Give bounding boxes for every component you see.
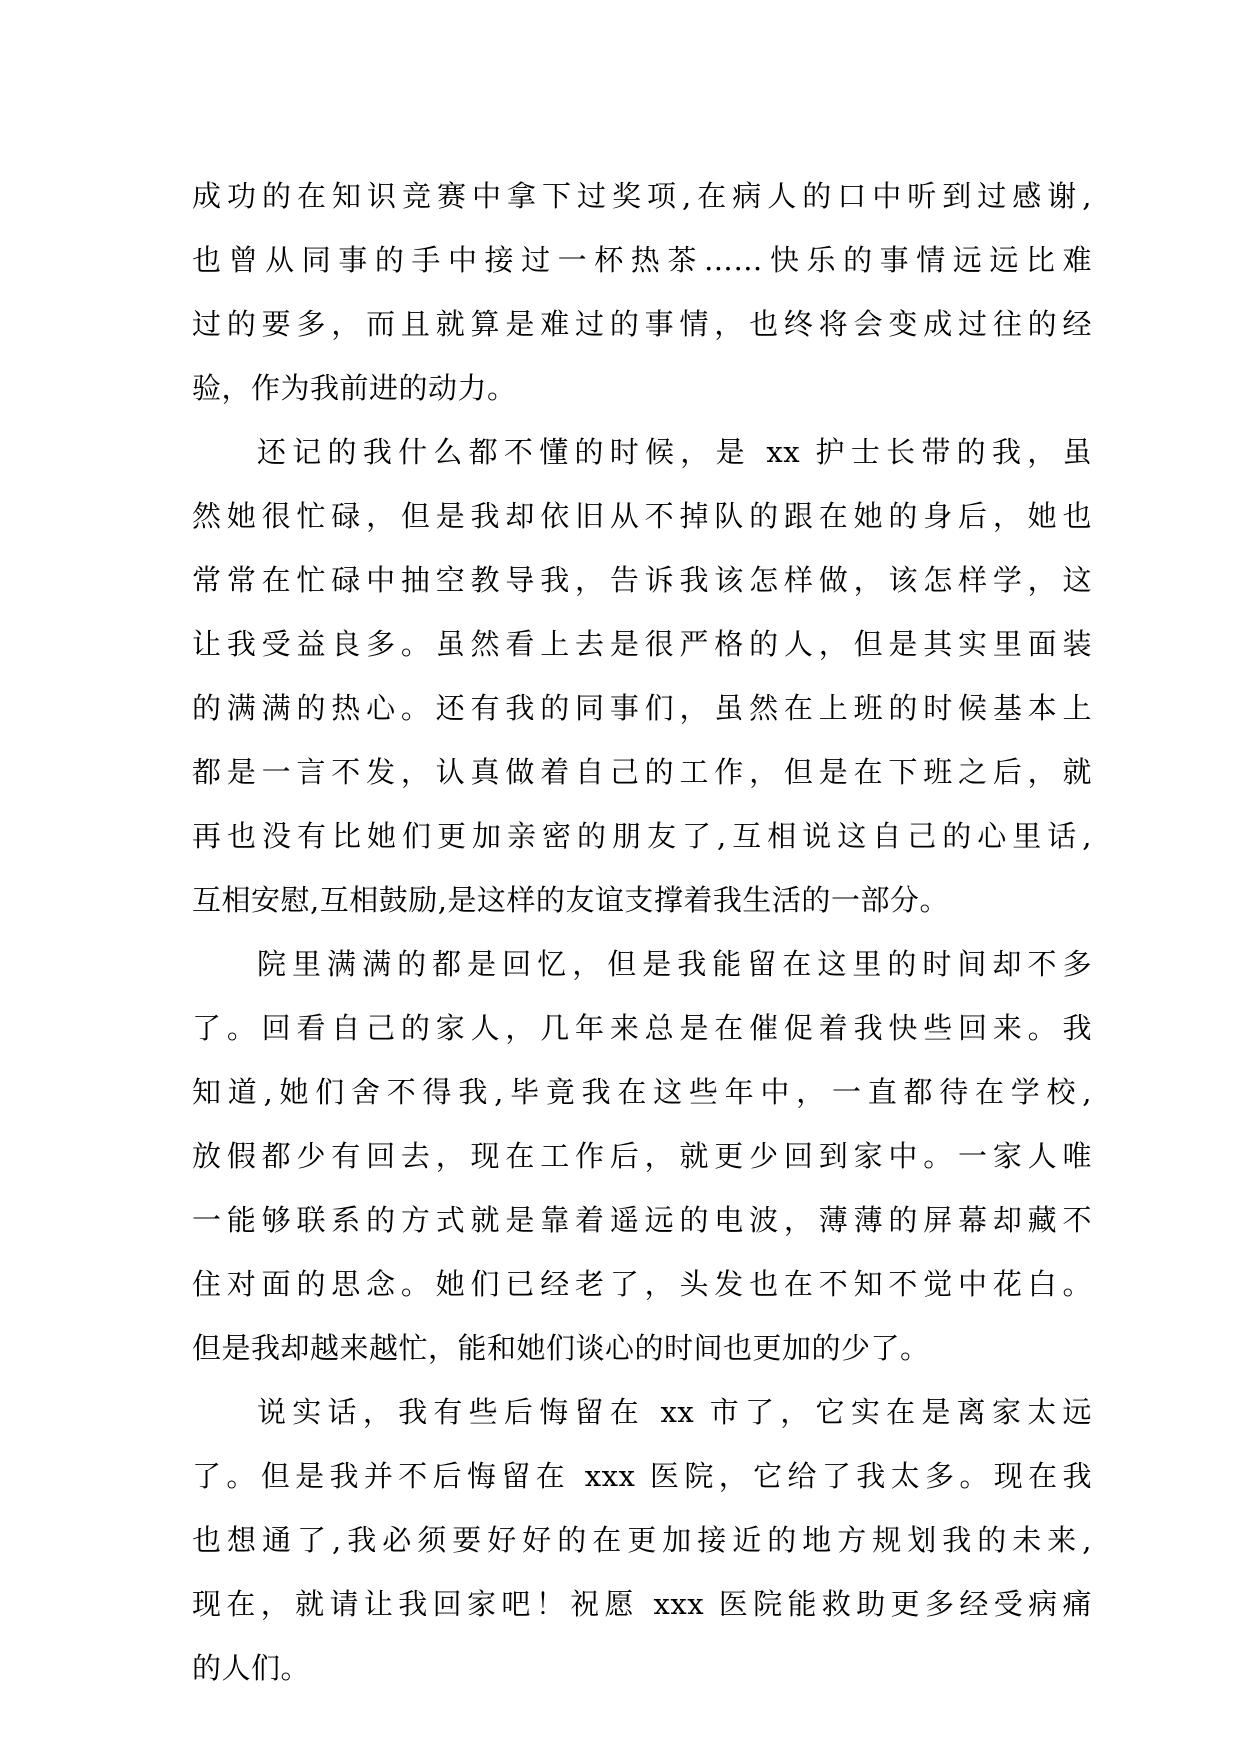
- text-line: 住对面的思念。她们已经老了，头发也在不知不觉中花白。: [192, 1267, 1092, 1301]
- text-line: 互相安慰,互相鼓励,是这样的友谊支撑着我生活的一部分。: [192, 883, 949, 917]
- text-line: 再也没有比她们更加亲密的朋友了,互相说这自己的心里话,: [192, 819, 1092, 853]
- text-line: 常常在忙碌中抽空教导我，告诉我该怎样做，该怎样学，这: [192, 563, 1092, 597]
- paragraph-first-line: 院里满满的都是回忆，但是我能留在这里的时间却不多: [257, 947, 1092, 981]
- text-line: 过的要多，而且就算是难过的事情，也终将会变成过往的经: [192, 307, 1092, 341]
- text-line: 放假都少有回去，现在工作后，就更少回到家中。一家人唯: [192, 1139, 1092, 1173]
- text-line: 了。回看自己的家人，几年来总是在催促着我快些回来。我: [192, 1011, 1092, 1045]
- body-text: [192, 164, 1092, 1700]
- paragraph-first-line: 还记的我什么都不懂的时候，是 xx 护士长带的我，虽: [257, 435, 1092, 469]
- text-line: 都是一言不发，认真做着自己的工作，但是在下班之后，就: [192, 755, 1092, 789]
- text-line: 的人们。: [192, 1651, 311, 1685]
- text-line: 知道,她们舍不得我,毕竟我在这些年中，一直都待在学校,: [192, 1075, 1092, 1109]
- paragraph-first-line: 说实话，我有些后悔留在 xx 市了，它实在是离家太远: [257, 1395, 1092, 1429]
- text-line: 现在，就请让我回家吧！祝愿 xxx 医院能救助更多经受病痛: [192, 1587, 1092, 1621]
- text-line: 一能够联系的方式就是靠着遥远的电波，薄薄的屏幕却藏不: [192, 1203, 1092, 1237]
- text-line: 了。但是我并不后悔留在 xxx 医院，它给了我太多。现在我: [192, 1459, 1092, 1493]
- text-line: 成功的在知识竞赛中拿下过奖项,在病人的口中听到过感谢,: [192, 179, 1092, 213]
- text-line: 也曾从同事的手中接过一杯热茶……快乐的事情远远比难: [192, 243, 1092, 277]
- text-line: 让我受益良多。虽然看上去是很严格的人，但是其实里面装: [192, 627, 1092, 661]
- text-line: 也想通了,我必须要好好的在更加接近的地方规划我的未来,: [192, 1523, 1092, 1557]
- text-line: 的满满的热心。还有我的同事们，虽然在上班的时候基本上: [192, 691, 1092, 725]
- text-line: 验，作为我前进的动力。: [192, 371, 517, 405]
- text-line: 但是我却越来越忙，能和她们谈心的时间也更加的少了。: [192, 1331, 930, 1365]
- text-line: 然她很忙碌，但是我却依旧从不掉队的跟在她的身后，她也: [192, 499, 1092, 533]
